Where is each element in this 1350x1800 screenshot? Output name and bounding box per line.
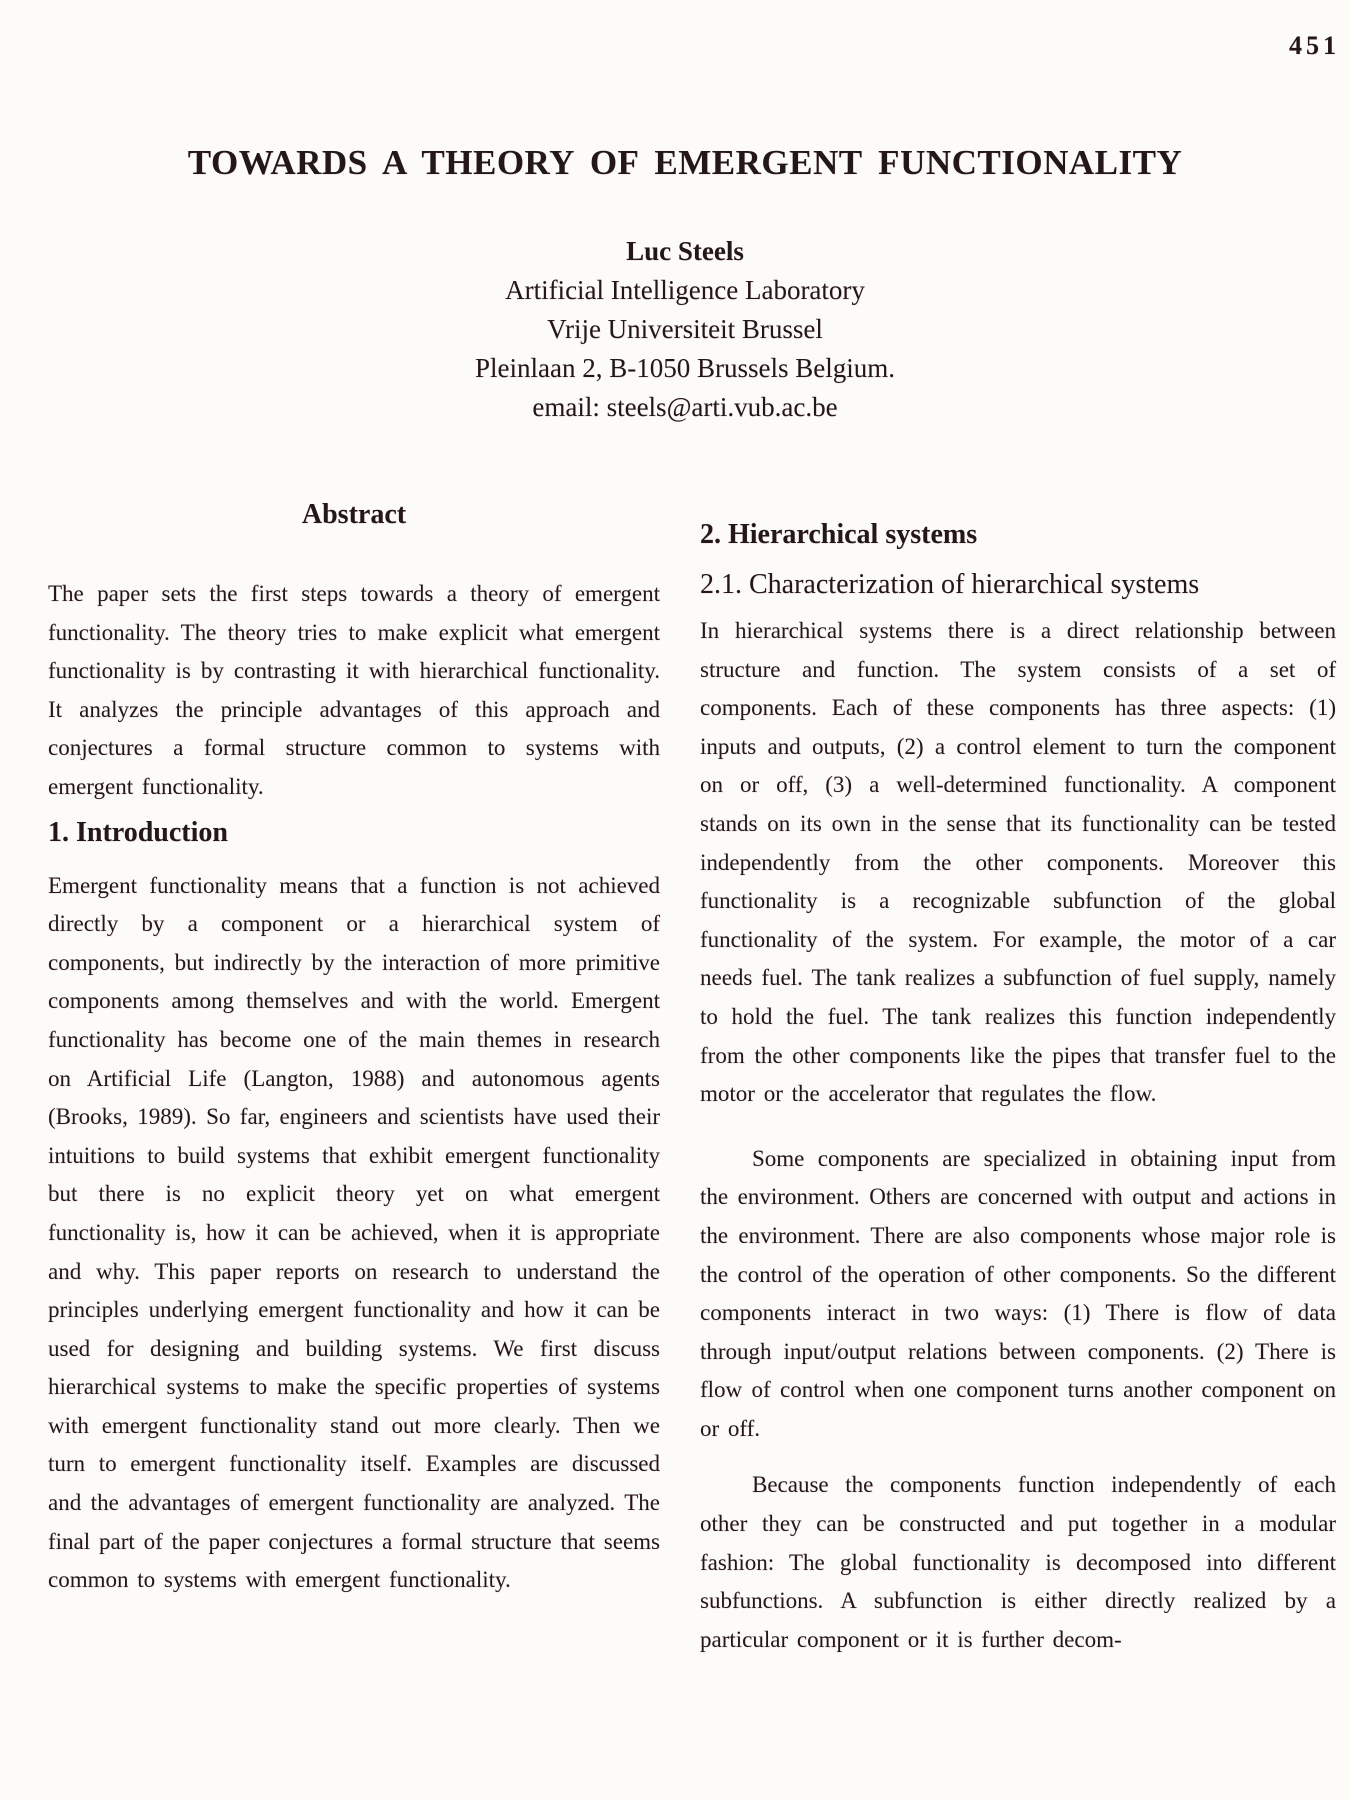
page-number: 451: [1289, 31, 1340, 60]
paper-title: TOWARDS A THEORY OF EMERGENT FUNCTIONALITY: [187, 143, 1183, 182]
affiliation-line-2: Vrije Universiteit Brussel: [547, 314, 823, 344]
section-2-paragraph-2: Some components are specialized in obtaining input from the environment. Others are concerned with output and actions in the environment. There are also components whose major role is the control of the operation of other components. So the different components interact in two ways: (1) There is flow of data through input/output relations between components. (2) There is flow of control when one component turns another component on or off.: [700, 1145, 1336, 1441]
email-line: email: steels@arti.vub.ac.be: [532, 392, 838, 422]
author-name: Luc Steels: [626, 236, 744, 266]
right-column: [700, 515, 1336, 1659]
section-2-heading: 2. Hierarchical systems: [700, 519, 978, 550]
introduction-heading: 1. Introduction: [48, 816, 228, 848]
abstract-heading: Abstract: [301, 499, 407, 530]
abstract-text: The paper sets the first steps towards a theory of emergent functionality. The theory tries to make explicit what emergent functionality is by contrasting it with hierarchical functionality. It analyzes the principle advantages of this approach and conjectures a formal structure common to systems with emergent functionality.: [48, 581, 660, 799]
section-2-1-subheading: 2.1. Characterization of hierarchical systems: [700, 569, 1200, 600]
front-matter: [20, 143, 1350, 427]
byline-block: [20, 232, 1350, 427]
affiliation-line-1: Artificial Intelligence Laboratory: [505, 275, 865, 305]
introduction-text: Emergent functionality means that a function is not achieved directly by a component or a hierarchical system of components, but indirectly by the interaction of more primitive components among themselves and with the world. Emergent functionality has become one of the main themes in research on Artificial Life (Langton, 1988) and autonomous agents (Brooks, 1989). So far, engineers and scientists have used their intuitions to build systems that exhibit emergent functionality but there is no explicit theory yet on what emergent functionality is, how it can be achieved, when it is appropriate and why. This paper reports on research to understand the principles underlying emergent functionality and how it can be used for designing and building systems. We first discuss hierarchical systems to make the specific properties of systems with emergent functionality stand out more clearly. Then we turn to emergent functionality itself. Examples are discussed and the advantages of emergent functionality are analyzed. The final part of the paper conjectures a formal structure that seems common to systems with emergent functionality.: [48, 872, 660, 1593]
affiliation-line-3: Pleinlaan 2, B-1050 Brussels Belgium.: [475, 353, 895, 383]
section-2-paragraph-1: In hierarchical systems there is a direct relationship between structure and function. The system consists of a set of components. Each of these components has three aspects: (1) inputs and outputs, (2) a control element to turn the component on or off, (3) a well-determined functionality. A component stands on its own in the sense that its functionality can be tested independently from the other components. Moreover this functionality is a recognizable subfunction of the global functionality of the system. For example, the motor of a car needs fuel. The tank realizes a subfunction of fuel supply, namely to hold the fuel. The tank realizes this function independently from the other components like the pipes that transfer fuel to the motor or the accelerator that regulates the flow.: [700, 618, 1336, 1107]
section-2-paragraph-3: Because the components function independently of each other they can be constructed and put together in a modular fashion: The global functionality is decomposed into different subfunctions. A subfunction is either directly realized by a particular component or it is further decom-: [700, 1472, 1336, 1652]
left-column: [48, 495, 660, 1600]
